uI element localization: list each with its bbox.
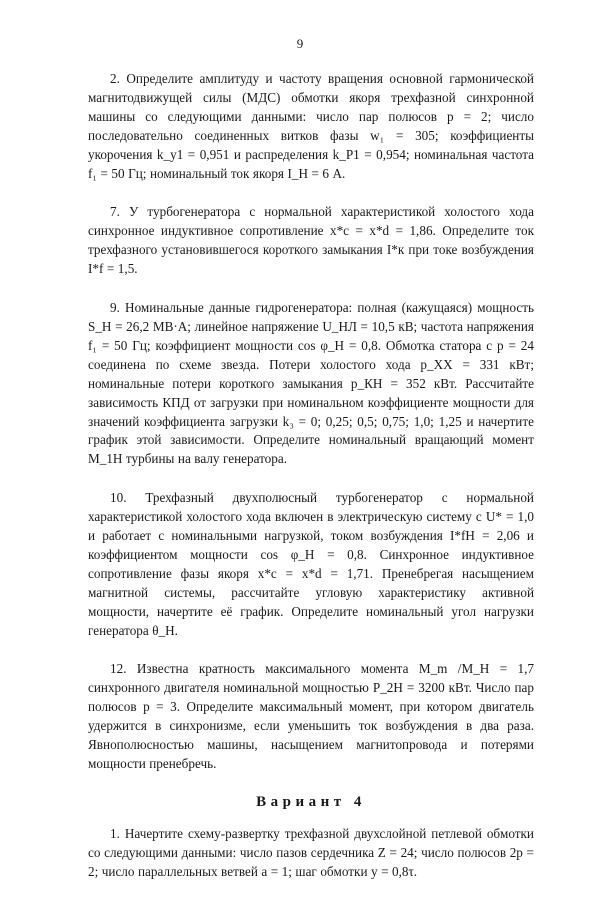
problem-12: 12. Известна кратность максимального момента M_m /M_Н = 1,7 синхронного двигателя номинальной мощностью P_2Н = 3200 кВт. Число пар полюсов p = 3. Определите максимальный момент, при котором двигатель удержится в синхронизме, если уменьшить ток возбуждения в два раза. Явнополюсностью машины, насыщением магнитопровода и потерями мощности пренебречь. (88, 661, 534, 771)
problem-2: 2. Определите амплитуду и частоту вращения основной гармонической магнитодвижущей силы (МДС) обмотки якоря трехфазной синхронной машины со следующими данными: число пар полюсов p = 2; число последовательно соединенных витков фазы w₁ = 305; коэффициенты укорочения k_y1 = 0,951 и распределения k_P1 = 0,954; номинальная частота f₁ = 50 Гц; номинальный ток якоря I_Н = 6 А. (88, 71, 534, 181)
variant-heading: Вариант 4 (256, 793, 366, 810)
variant-4-problem-1: 1. Начертите схему-развертку трехфазной двухслойной петлевой обмотки со следующими данными: число пазов сердечника Z = 24; число полюсов 2p = 2; число параллельных ветвей a = 1; шаг обмотки y = 0,8τ. (88, 825, 534, 879)
problem-9: 9. Номинальные данные гидрогенератора: полная (кажущаяся) мощность S_Н = 26,2 МВ·А; линейное напряжение U_НЛ = 10,5 кВ; частота напряжения f₁ = 50 Гц; коэффициент мощности cos φ_Н = 0,8. Обмотка статора с p = 24 соединена по схеме звезда. Потери холостого хода p_XX = 331 кВт; номинальные потери короткого замыкания p_КН = 352 кВт. Рассчитайте зависимость КПД от загрузки при номинальном коэффициенте мощности для значений коэффициента загрузки k₃ = 0; 0,25; 0,5; 0,75; 1,0; 1,25 и начертите график этой зависимости. Определите номинальный вращающий момент M_1Н турбины на валу генератора. (88, 300, 534, 467)
problem-10: 10. Трехфазный двухполюсный турбогенератор с нормальной характеристикой холостого хода включен в электрическую систему с U* = 1,0 и работает с номинальными нагрузкой, током возбуждения I*fН = 2,06 и коэффициентом мощности cos φ_Н = 0,8. Синхронное индуктивное сопротивление фазы якоря x*c = x*d = 1,71. Пренебрегая насыщением магнитной системы, рассчитайте угловую характеристику активной мощности, начертите её график. Определите номинальный угол нагрузки генератора θ_Н. (88, 490, 534, 638)
problem-7: 7. У турбогенератора с нормальной характеристикой холостого хода синхронное индуктивное сопротивление x*c = x*d = 1,86. Определите ток трехфазного установившегося короткого замыкания I*к при токе возбуждения I*f = 1,5. (88, 204, 534, 277)
page-body (88, 70, 534, 902)
page-number: 9 (296, 36, 304, 51)
